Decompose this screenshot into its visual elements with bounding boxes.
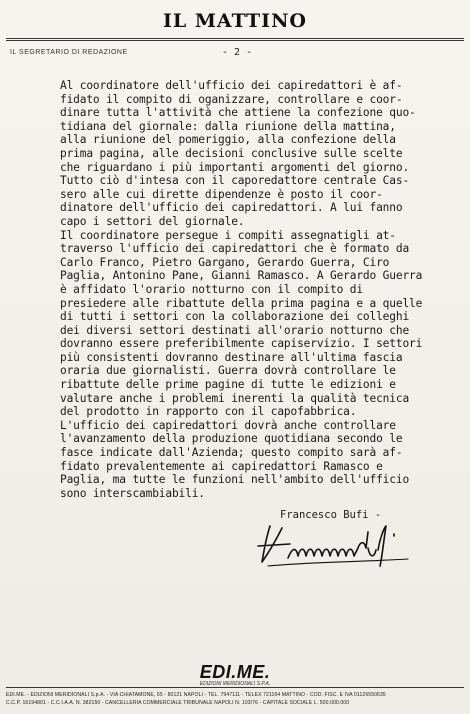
masthead-rule-secondary bbox=[6, 40, 464, 41]
body-line: Al coordinatore dell'ufficio dei capiredattori è af- bbox=[60, 79, 403, 92]
body-line: del prodotto in rapporto con il capofabbrica. bbox=[60, 405, 357, 419]
body-line: prima pagina, alle decisioni conclusive sulle scelte bbox=[60, 146, 403, 160]
body-line: fidato il compito di oganizzare, controllare e coor- bbox=[60, 92, 403, 106]
body-line: di tutti i settori con la collaborazione dei colleghi bbox=[60, 310, 410, 324]
body-line: fasce indicate dall'Azienda; questo compito sarà af- bbox=[60, 446, 403, 460]
masthead-rule bbox=[6, 38, 464, 39]
body-line: fidato prevalentemente ai capiredattori Ramasco e bbox=[60, 459, 383, 473]
body-line: Paglia, Antonino Pane, Gianni Ramasco. A Gerardo Guerra bbox=[60, 269, 423, 283]
publisher-logo: EDI.ME. bbox=[199, 662, 271, 682]
body-line: dinatore dell'ufficio dei capiredattori. A lui fanno bbox=[60, 201, 403, 215]
masthead bbox=[0, 6, 470, 36]
signer-name: Francesco Bufi - bbox=[280, 509, 382, 521]
handwritten-signature bbox=[248, 518, 418, 570]
office-subhead: IL SEGRETARIO DI REDAZIONE bbox=[10, 49, 128, 56]
body-line: L'ufficio dei capiredattori dovrà anche controllare bbox=[60, 418, 396, 432]
body-line: Tutto ciò d'intesa con il caporedattore centrale Cas- bbox=[60, 174, 410, 188]
footer-rule bbox=[6, 687, 464, 688]
body-line: Il coordinatore persegue i compiti assegnatigli at- bbox=[60, 228, 396, 242]
body-line: oraria due giornalisti. Guerra dovrà controllare le bbox=[60, 364, 396, 378]
body-line: è affidato l'orario notturno con il compito di bbox=[60, 282, 363, 296]
body-line: dinare tutta l'attività che attiene la confezione quo- bbox=[60, 106, 416, 120]
footer-registration-info: C.C.P. 16194801 - C.C.I.A.A. N. 382150 - CANCELLERIA COMMERCIALE TRIBUNALE NAPOLI N. 103/76 - CAPITALE SOCIALE L. 500.000.000 bbox=[6, 700, 350, 706]
body-line: sero alle cui dirette dipendenze è posto il coor- bbox=[60, 187, 383, 201]
newspaper-title: IL MATTINO bbox=[162, 10, 307, 32]
body-line: presiedere alle ribattute della prima pagina e a quelle bbox=[60, 296, 423, 310]
body-line: Paglia, ma tutte le funzioni nell'ambito dell'ufficio bbox=[60, 473, 410, 487]
body-line: ribattute delle prime pagine di tutte le edizioni e bbox=[60, 378, 396, 392]
body-line: traverso l'ufficio dei capiredattori che è formato da bbox=[60, 242, 410, 256]
body-line: capo i settori del giornale. bbox=[60, 214, 245, 228]
body-line: valutare anche i problemi inerenti la qualità tecnica bbox=[60, 391, 410, 405]
body-line: dei diversi settori destinati all'orario notturno che bbox=[60, 323, 410, 337]
body-line: sono interscambiabili. bbox=[60, 486, 205, 500]
body-line: alla riunione del pomeriggio, alla confezione della bbox=[60, 133, 396, 147]
footer-company-info: EDI.ME. - EDIZIONI MERIDIONALI S.p.A. - VIA CHIATAMONE, 65 - 80121 NAPOLI - TEL. 7947111 - TELEX 721164 MATTINO - COD. FISC. E IVA 01126550635 bbox=[6, 692, 386, 698]
body-line: dovranno essere preferibilmente capiservizio. I settori bbox=[60, 337, 423, 351]
footer-logo bbox=[0, 662, 470, 687]
body-line: che riguardano i più importanti argomenti del giorno. bbox=[60, 160, 410, 174]
letter-body bbox=[60, 79, 460, 500]
body-line: l'avanzamento della produzione quotidiana secondo le bbox=[60, 432, 403, 446]
body-line: Carlo Franco, Pietro Gargano, Gerardo Guerra, Ciro bbox=[60, 255, 390, 269]
body-line: tidiana del giornale: dalla riunione della mattina, bbox=[60, 119, 396, 133]
publisher-logo-subtitle: EDIZIONI MERIDIONALI S.P.A. bbox=[199, 681, 271, 687]
page-number: - 2 - bbox=[222, 47, 253, 58]
body-line: più consistenti dovranno destinare all'ultima fascia bbox=[60, 350, 403, 364]
